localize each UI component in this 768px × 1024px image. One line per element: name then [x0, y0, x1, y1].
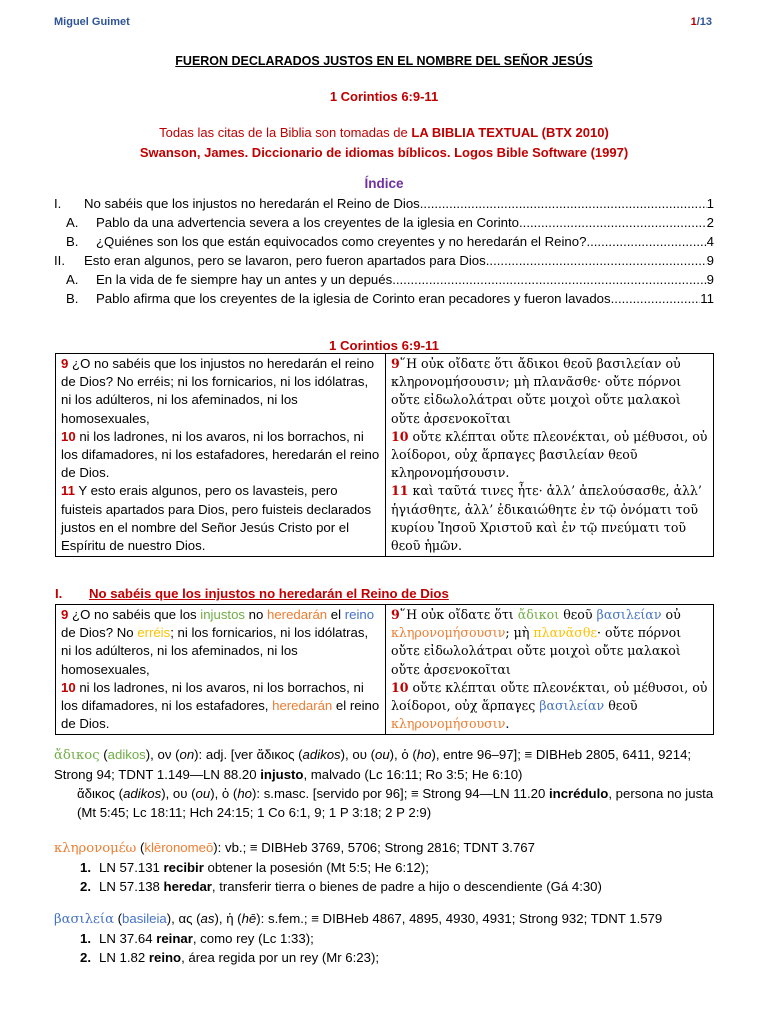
- greek-text-cell: 9῞Η οὐκ οἴδατε ὅτι ἄδικοι θεοῦ βασιλείαν οὐ κληρονομήσουσιν; μὴ πλανᾶσθε· οὔτε πόρνοι οὔτε εἰδωλολάτραι οὔτε μοιχοὶ οὔτε μαλακοὶ οὔτε ἀρσενοκοῖται 10 οὔτε κλέπται οὔτε πλεονέκται, οὐ μέθυσοι, οὐ λοίδοροι, οὐχ ἅρπαγες βασιλείαν θεοῦ κληρονομήσουσιν. 11 καὶ ταῦτά τινες ἦτε· ἀλλ’ ἀπελούσασθε, ἀλλ’ ἡγιάσθητε, ἀλλ’ ἐδικαιώθητε ἐν τῷ ὀνόματι τοῦ κυρίου Ἰησοῦ Χριστοῦ καὶ ἐν τῷ πνεύματι τοῦ θεοῦ ἡμῶν.: [386, 354, 714, 557]
- highlight-word: erréis: [137, 625, 171, 641]
- toc-item[interactable]: II. Esto eran algunos, pero se lavaron, pero fueron apartados para Dios ..... 9: [54, 251, 714, 270]
- page-header: [54, 16, 712, 32]
- toc-leader: [611, 289, 701, 308]
- spanish-text-cell: 9 ¿O no sabéis que los injustos no heredarán el reino de Dios? No erréis; ni los fornicarios, ni los idólatras, ni los adúlteros, ni los afeminados, ni los homosexuales, 10 ni los ladrones, ni los avaros, ni los borrachos, ni los difamadores, ni los estafadores, heredarán el reino de Dios. 11 Y esto erais algunos, pero os lavasteis, pero fuisteis apartados para Dios, pero fuisteis declarados justos en el nombre del Señor Jesús Cristo por el Espíritu de nuestro Dios.: [56, 354, 386, 557]
- lexicon-entry-kleronomeo: κληρονομέω (klēronomeō): vb.; ≡ DIBHeb 3769, 5706; Strong 2816; TDNT 3.767 1. LN 57.131 recibir obtener la posesión (Mt 5:5; He 6:12); 2. LN 57.138 heredar, transferir tierra o bienes de padre a hijo o descendiente (Gá 4:30): [54, 838, 724, 896]
- current-page: 1: [690, 16, 697, 28]
- table-of-contents: [54, 194, 714, 308]
- highlight-word: κληρονομήσουσιν: [391, 625, 506, 641]
- dictionary-source-line: Swanson, James. Diccionario de idiomas bíblicos. Logos Bible Software (1997): [139, 145, 629, 160]
- index-title: Índice: [364, 176, 404, 191]
- toc-leader: [519, 213, 707, 232]
- lexicon-entry-adikos: ἄδικος (adikos), ον (on): adj. [ver ἄδικος (adikos), ου (ou), ὁ (ho), entre 96–97]; ≡ DIBHeb 2805, 6411, 9214; Strong 94; TDNT 1.149—LN 88.20 injusto, malvado (Lc 16:11; Ro 3:5; He 6:10) ἄδικος (adikos), ου (ou), ὁ (ho): s.masc. [servido por 96]; ≡ Strong 94—LN 11.20 incrédulo, persona no justa (Mt 5:45; Lc 18:11; Hch 24:15; 1 Co 6:1, 9; 1 P 3:18; 2 P 2:9): [54, 747, 714, 820]
- toc-item[interactable]: A. En la vida de fe siempre hay un antes y un depués ..... 9: [54, 270, 714, 289]
- toc-item[interactable]: B. ¿Quiénes son los que están equivocados como creyentes y no heredarán el Reino? ..... 4: [54, 232, 714, 251]
- total-pages: /13: [696, 16, 712, 28]
- page-number: [691, 16, 712, 28]
- verses-table: [55, 353, 714, 557]
- highlight-word: heredarán: [267, 607, 328, 622]
- bible-source-line: Todas las citas de la Biblia son tomadas de LA BIBLIA TEXTUAL (BTX 2010): [159, 125, 609, 140]
- lemma: ἄδικος: [54, 748, 100, 763]
- list-item: 1. LN 57.131 recibir obtener la posesión (Mt 5:5; He 6:12);: [80, 860, 429, 875]
- toc-item[interactable]: A. Pablo da una advertencia severa a los creyentes de la iglesia en Corinto ..... 2: [54, 213, 714, 232]
- highlight-word: βασιλείαν: [539, 698, 605, 714]
- verse-number: 11: [61, 483, 75, 499]
- highlighted-verses-table: [55, 604, 714, 735]
- verse-number: 10: [61, 428, 76, 444]
- lemma: βασιλεία: [54, 912, 114, 927]
- section-heading: I. No sabéis que los injustos no heredarán el Reino de Dios: [55, 586, 449, 601]
- highlight-word: injustos: [200, 607, 246, 622]
- toc-leader: [586, 232, 706, 251]
- greek-text-cell: 9῞Η οὐκ οἴδατε ὅτι ἄδικοι θεοῦ βασιλείαν οὐ κληρονομήσουσιν; μὴ πλανᾶσθε· οὔτε πόρνοι οὔτε εἰδωλολάτραι οὔτε μοιχοὶ οὔτε μαλακοὶ οὔτε ἀρσενοκοῖται 10 οὔτε κλέπται οὔτε πλεονέκται, οὐ μέθυσοι, οὐ λοίδοροι, οὐχ ἅρπαγες βασιλείαν θεοῦ κληρονομήσουσιν.: [386, 605, 714, 735]
- verse-number: 10: [391, 428, 409, 444]
- highlight-word: βασιλείαν: [596, 607, 662, 622]
- author-name: Miguel Guimet: [54, 16, 130, 28]
- verse-number: 11: [391, 483, 409, 499]
- lemma: κληρονομέω: [54, 841, 137, 856]
- toc-leader: [420, 194, 707, 213]
- toc-leader: [486, 251, 707, 270]
- highlight-word: ἄδικοι: [517, 607, 560, 622]
- main-reference: 1 Corintios 6:9-11: [329, 89, 439, 104]
- verse-number: 9: [391, 356, 400, 371]
- toc-item[interactable]: B. Pablo afirma que los creyentes de la iglesia de Corinto eran pecadores y fueron lavados ..... 11: [54, 289, 714, 308]
- lexicon-entry-basileia: βασιλεία (basileia), ας (as), ἡ (hē): s.fem.; ≡ DIBHeb 4867, 4895, 4930, 4931; Strong 932; TDNT 1.579 1. LN 37.64 reinar, como rey (Lc 1:33); 2. LN 1.82 reino, área regida por un rey (Mr 6:23);: [54, 909, 724, 967]
- table-row: [56, 354, 714, 557]
- toc-item[interactable]: I. No sabéis que los injustos no heredarán el Reino de Dios ..... 1: [54, 194, 714, 213]
- highlight-word: πλανᾶσθε: [533, 625, 598, 641]
- highlight-word: κληρονομήσουσιν: [391, 716, 506, 732]
- bible-version: LA BIBLIA TEXTUAL (BTX 2010): [411, 125, 609, 140]
- list-item: 1. LN 37.64 reinar, como rey (Lc 1:33);: [80, 931, 314, 946]
- spanish-text-cell: 9 ¿O no sabéis que los injustos no heredarán el reino de Dios? No erréis; ni los fornicarios, ni los idólatras, ni los adúlteros, ni los afeminados, ni los homosexuales, 10 ni los ladrones, ni los avaros, ni los borrachos, ni los difamadores, ni los estafadores, heredarán el reino de Dios.: [56, 605, 386, 735]
- document-title: FUERON DECLARADOS JUSTOS EN EL NOMBRE DEL SEÑOR JESÚS: [175, 54, 593, 68]
- section-reference: 1 Corintios 6:9-11: [329, 338, 439, 353]
- verse-number: 9: [61, 356, 69, 371]
- sources-note: [0, 123, 768, 163]
- highlight-word: reino: [344, 607, 375, 622]
- toc-leader: [392, 270, 706, 289]
- list-item: 2. LN 57.138 heredar, transferir tierra o bienes de padre a hijo o descendiente (Gá 4:30): [80, 879, 602, 894]
- highlight-word: heredarán: [272, 698, 333, 714]
- table-row: [56, 605, 714, 735]
- list-item: 2. LN 1.82 reino, área regida por un rey (Mr 6:23);: [80, 950, 380, 965]
